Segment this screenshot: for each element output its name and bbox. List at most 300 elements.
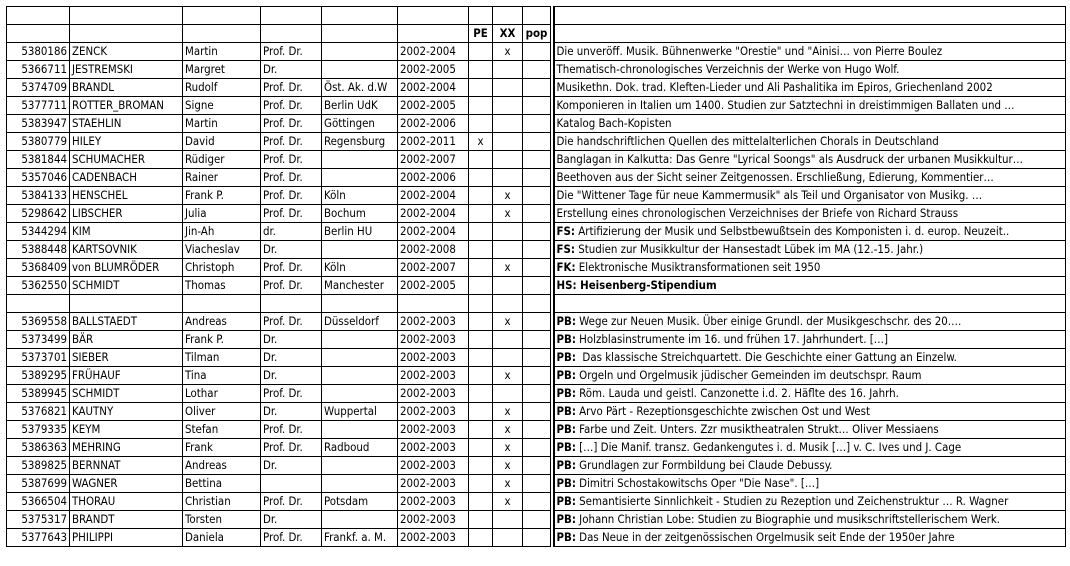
cell-xx[interactable] [493,223,523,241]
cell-id[interactable] [7,7,70,25]
cell-id[interactable]: 5380186 [7,43,70,61]
cell-surname[interactable]: LIBSCHER [70,205,183,223]
cell-description[interactable] [554,367,1066,385]
cell-xx[interactable] [493,61,523,79]
cell-surname[interactable]: HILEY [70,133,183,151]
cell-period[interactable]: 2002-2004 [398,223,469,241]
cell-title[interactable]: Prof. Dr. [261,115,322,133]
cell-title[interactable]: Prof. Dr. [261,97,322,115]
cell-pop[interactable] [523,493,551,511]
cell-description[interactable] [554,295,1066,313]
cell-pop[interactable] [523,187,551,205]
cell-xx[interactable]: x [493,439,523,457]
cell-firstname[interactable]: Martin [183,115,261,133]
cell-pop[interactable] [523,421,551,439]
cell-pop[interactable] [523,295,551,313]
cell-firstname[interactable] [183,295,261,313]
cell-id[interactable]: 5375317 [7,511,70,529]
cell-id[interactable]: 5377643 [7,529,70,547]
cell-title[interactable]: Prof. Dr. [261,187,322,205]
cell-xx[interactable]: x [493,187,523,205]
cell-id[interactable]: 5384133 [7,187,70,205]
cell-xx[interactable]: x [493,259,523,277]
cell-description[interactable] [554,43,1066,61]
cell-firstname[interactable]: Torsten [183,511,261,529]
cell-pe[interactable] [469,421,493,439]
cell-institution[interactable]: Radboud [322,439,398,457]
cell-period[interactable]: 2002-2003 [398,475,469,493]
cell-pe[interactable] [469,97,493,115]
cell-pop[interactable] [523,7,551,25]
cell-xx[interactable]: x [493,313,523,331]
cell-title[interactable]: Dr. [261,61,322,79]
cell-period[interactable]: 2002-2003 [398,403,469,421]
cell-institution[interactable]: Köln [322,259,398,277]
cell-title[interactable]: Dr. [261,457,322,475]
cell-period[interactable]: 2002-2005 [398,97,469,115]
cell-firstname[interactable]: Jin-Ah [183,223,261,241]
cell-pop[interactable] [523,133,551,151]
cell-pe[interactable] [469,79,493,97]
cell-firstname[interactable]: Andreas [183,313,261,331]
cell-institution[interactable] [322,385,398,403]
cell-pe[interactable] [469,7,493,25]
cell-description[interactable] [554,277,1066,295]
cell-title[interactable] [261,25,322,43]
cell-firstname[interactable]: Lothar [183,385,261,403]
cell-description[interactable] [554,493,1066,511]
cell-description[interactable] [554,133,1066,151]
cell-description[interactable] [554,205,1066,223]
cell-xx[interactable] [493,277,523,295]
cell-institution[interactable]: Öst. Ak. d.W [322,79,398,97]
cell-pe[interactable] [469,277,493,295]
column-header-pe[interactable]: PE [469,25,493,43]
cell-description[interactable] [554,349,1066,367]
cell-pop[interactable] [523,349,551,367]
cell-period[interactable]: 2002-2003 [398,457,469,475]
cell-pe[interactable] [469,457,493,475]
cell-title[interactable]: Prof. Dr. [261,43,322,61]
cell-pop[interactable] [523,205,551,223]
cell-description[interactable] [554,385,1066,403]
cell-id[interactable]: 5369558 [7,313,70,331]
cell-pe[interactable] [469,439,493,457]
cell-surname[interactable]: ROTTER_BROMAN [70,97,183,115]
cell-title[interactable]: Prof. Dr. [261,133,322,151]
cell-title[interactable]: Prof. Dr. [261,529,322,547]
cell-firstname[interactable]: Tina [183,367,261,385]
cell-pop[interactable] [523,511,551,529]
cell-title[interactable]: Dr. [261,403,322,421]
cell-institution[interactable] [322,241,398,259]
cell-pe[interactable] [469,313,493,331]
cell-xx[interactable] [493,97,523,115]
cell-pe[interactable] [469,43,493,61]
cell-institution[interactable] [322,169,398,187]
cell-title[interactable]: Dr. [261,241,322,259]
cell-surname[interactable]: BRANDT [70,511,183,529]
cell-id[interactable]: 5383947 [7,115,70,133]
cell-surname[interactable]: CADENBACH [70,169,183,187]
cell-id[interactable]: 5389945 [7,385,70,403]
cell-pop[interactable] [523,367,551,385]
cell-firstname[interactable]: Thomas [183,277,261,295]
cell-institution[interactable]: Manchester [322,277,398,295]
cell-xx[interactable]: x [493,205,523,223]
cell-xx[interactable] [493,151,523,169]
cell-pop[interactable] [523,223,551,241]
cell-description[interactable] [554,187,1066,205]
cell-pop[interactable] [523,43,551,61]
cell-firstname[interactable]: Frank [183,439,261,457]
cell-firstname[interactable]: Signe [183,97,261,115]
cell-pe[interactable] [469,61,493,79]
cell-institution[interactable]: Düsseldorf [322,313,398,331]
cell-description[interactable] [554,61,1066,79]
cell-surname[interactable]: HENSCHEL [70,187,183,205]
cell-id[interactable]: 5379335 [7,421,70,439]
cell-pe[interactable] [469,331,493,349]
cell-firstname[interactable]: Tilman [183,349,261,367]
cell-firstname[interactable] [183,7,261,25]
cell-pop[interactable] [523,97,551,115]
cell-description[interactable] [554,475,1066,493]
cell-xx[interactable] [493,529,523,547]
cell-surname[interactable] [70,25,183,43]
cell-period[interactable]: 2002-2003 [398,367,469,385]
cell-firstname[interactable]: Daniela [183,529,261,547]
cell-xx[interactable]: x [493,475,523,493]
cell-title[interactable]: Prof. Dr. [261,313,322,331]
cell-id[interactable]: 5388448 [7,241,70,259]
cell-title[interactable]: dr. [261,223,322,241]
cell-institution[interactable] [322,331,398,349]
cell-pe[interactable] [469,403,493,421]
cell-xx[interactable] [493,133,523,151]
cell-xx[interactable] [493,7,523,25]
cell-xx[interactable]: x [493,403,523,421]
cell-pop[interactable] [523,151,551,169]
cell-surname[interactable]: SCHMIDT [70,277,183,295]
cell-xx[interactable] [493,241,523,259]
cell-pe[interactable] [469,151,493,169]
cell-description[interactable] [554,241,1066,259]
cell-id[interactable]: 5376821 [7,403,70,421]
cell-surname[interactable]: ZENCK [70,43,183,61]
cell-xx[interactable]: x [493,367,523,385]
cell-pop[interactable] [523,529,551,547]
cell-pe[interactable] [469,169,493,187]
cell-pe[interactable] [469,367,493,385]
cell-institution[interactable] [322,61,398,79]
cell-firstname[interactable]: Viacheslav [183,241,261,259]
cell-period[interactable] [398,7,469,25]
cell-xx[interactable] [493,349,523,367]
cell-institution[interactable] [322,25,398,43]
cell-id[interactable]: 5377711 [7,97,70,115]
cell-pe[interactable] [469,475,493,493]
cell-xx[interactable] [493,331,523,349]
cell-id[interactable]: 5381844 [7,151,70,169]
cell-xx[interactable] [493,79,523,97]
cell-surname[interactable]: BERNNAT [70,457,183,475]
cell-institution[interactable] [322,7,398,25]
cell-pe[interactable] [469,223,493,241]
cell-surname[interactable]: SIEBER [70,349,183,367]
cell-description[interactable] [554,223,1066,241]
cell-pop[interactable] [523,259,551,277]
column-header-xx[interactable]: XX [493,25,523,43]
cell-xx[interactable] [493,511,523,529]
cell-pe[interactable] [469,529,493,547]
cell-id[interactable]: 5387699 [7,475,70,493]
cell-pe[interactable] [469,259,493,277]
cell-description[interactable] [554,331,1066,349]
cell-surname[interactable] [70,7,183,25]
cell-period[interactable]: 2002-2004 [398,187,469,205]
cell-pe[interactable] [469,493,493,511]
cell-surname[interactable]: THORAU [70,493,183,511]
cell-institution[interactable]: Köln [322,187,398,205]
cell-pop[interactable] [523,115,551,133]
cell-surname[interactable]: KARTSOVNIK [70,241,183,259]
cell-description[interactable] [554,151,1066,169]
cell-pop[interactable] [523,79,551,97]
cell-id[interactable]: 5389825 [7,457,70,475]
cell-description[interactable] [554,529,1066,547]
cell-institution[interactable] [322,349,398,367]
cell-period[interactable]: 2002-2006 [398,169,469,187]
cell-description[interactable] [554,421,1066,439]
cell-institution[interactable] [322,151,398,169]
cell-period[interactable]: 2002-2003 [398,331,469,349]
cell-id[interactable]: 5298642 [7,205,70,223]
cell-surname[interactable]: STAEHLIN [70,115,183,133]
cell-title[interactable]: Prof. Dr. [261,493,322,511]
cell-period[interactable]: 2002-2003 [398,511,469,529]
cell-surname[interactable] [70,295,183,313]
cell-surname[interactable]: BÄR [70,331,183,349]
cell-xx[interactable] [493,385,523,403]
cell-description[interactable] [554,439,1066,457]
cell-surname[interactable]: SCHUMACHER [70,151,183,169]
cell-pe[interactable] [469,295,493,313]
cell-period[interactable] [398,25,469,43]
cell-pop[interactable] [523,475,551,493]
cell-id[interactable]: 5373499 [7,331,70,349]
cell-period[interactable]: 2002-2006 [398,115,469,133]
cell-surname[interactable]: FRÜHAUF [70,367,183,385]
cell-pe[interactable] [469,241,493,259]
cell-firstname[interactable]: Julia [183,205,261,223]
cell-title[interactable]: Prof. Dr. [261,169,322,187]
cell-firstname[interactable]: Martin [183,43,261,61]
cell-title[interactable]: Prof. Dr. [261,151,322,169]
cell-firstname[interactable]: Christian [183,493,261,511]
cell-surname[interactable]: WAGNER [70,475,183,493]
cell-pop[interactable] [523,61,551,79]
cell-institution[interactable]: Potsdam [322,493,398,511]
cell-firstname[interactable]: Rüdiger [183,151,261,169]
cell-institution[interactable] [322,295,398,313]
cell-period[interactable]: 2002-2004 [398,205,469,223]
cell-surname[interactable]: PHILIPPI [70,529,183,547]
cell-institution[interactable] [322,421,398,439]
cell-description[interactable] [554,511,1066,529]
cell-surname[interactable]: von BLUMRÖDER [70,259,183,277]
cell-surname[interactable]: KAUTNY [70,403,183,421]
cell-period[interactable]: 2002-2005 [398,277,469,295]
cell-id[interactable]: 5386363 [7,439,70,457]
cell-firstname[interactable]: Bettina [183,475,261,493]
cell-title[interactable]: Dr. [261,349,322,367]
cell-period[interactable]: 2002-2011 [398,133,469,151]
cell-period[interactable] [398,295,469,313]
cell-institution[interactable]: Berlin UdK [322,97,398,115]
cell-institution[interactable] [322,511,398,529]
cell-period[interactable]: 2002-2003 [398,349,469,367]
cell-title[interactable]: Dr. [261,367,322,385]
cell-institution[interactable] [322,367,398,385]
cell-surname[interactable]: SCHMIDT [70,385,183,403]
cell-surname[interactable]: KIM [70,223,183,241]
cell-firstname[interactable]: Frank P. [183,331,261,349]
cell-institution[interactable] [322,475,398,493]
cell-id[interactable]: 5380779 [7,133,70,151]
cell-description[interactable] [554,259,1066,277]
cell-firstname[interactable]: Rainer [183,169,261,187]
cell-surname[interactable]: JESTREMSKI [70,61,183,79]
cell-pe[interactable] [469,349,493,367]
cell-title[interactable]: Prof. Dr. [261,421,322,439]
cell-description[interactable] [554,25,1066,43]
cell-id[interactable]: 5366711 [7,61,70,79]
cell-pop[interactable] [523,403,551,421]
cell-firstname[interactable]: Oliver [183,403,261,421]
cell-firstname[interactable]: Stefan [183,421,261,439]
cell-title[interactable]: Prof. Dr. [261,205,322,223]
cell-period[interactable]: 2002-2004 [398,43,469,61]
cell-id[interactable]: 5344294 [7,223,70,241]
cell-xx[interactable] [493,115,523,133]
cell-pop[interactable] [523,331,551,349]
cell-pe[interactable] [469,511,493,529]
cell-institution[interactable]: Wuppertal [322,403,398,421]
cell-description[interactable] [554,79,1066,97]
cell-pe[interactable] [469,205,493,223]
cell-period[interactable]: 2002-2008 [398,241,469,259]
cell-pop[interactable] [523,241,551,259]
cell-firstname[interactable]: Andreas [183,457,261,475]
cell-period[interactable]: 2002-2003 [398,439,469,457]
cell-firstname[interactable]: Frank P. [183,187,261,205]
cell-description[interactable] [554,403,1066,421]
cell-period[interactable]: 2002-2007 [398,259,469,277]
cell-description[interactable] [554,169,1066,187]
cell-title[interactable]: Prof. Dr. [261,439,322,457]
cell-description[interactable] [554,313,1066,331]
cell-description[interactable] [554,115,1066,133]
cell-id[interactable]: 5357046 [7,169,70,187]
cell-institution[interactable]: Bochum [322,205,398,223]
cell-id[interactable]: 5362550 [7,277,70,295]
cell-id[interactable]: 5368409 [7,259,70,277]
cell-xx[interactable]: x [493,43,523,61]
cell-id[interactable]: 5374709 [7,79,70,97]
cell-description[interactable] [554,7,1066,25]
cell-surname[interactable]: BALLSTAEDT [70,313,183,331]
cell-title[interactable]: Dr. [261,331,322,349]
cell-description[interactable] [554,457,1066,475]
cell-title[interactable] [261,295,322,313]
cell-title[interactable] [261,7,322,25]
cell-title[interactable] [261,475,322,493]
cell-firstname[interactable]: Margret [183,61,261,79]
cell-id[interactable] [7,25,70,43]
cell-period[interactable]: 2002-2003 [398,385,469,403]
cell-surname[interactable]: MEHRING [70,439,183,457]
cell-period[interactable]: 2002-2004 [398,79,469,97]
cell-pe[interactable] [469,385,493,403]
cell-pe[interactable]: x [469,133,493,151]
cell-pe[interactable] [469,115,493,133]
cell-period[interactable]: 2002-2003 [398,529,469,547]
cell-firstname[interactable] [183,25,261,43]
cell-description[interactable] [554,97,1066,115]
column-header-pop[interactable]: pop [523,25,551,43]
cell-institution[interactable]: Göttingen [322,115,398,133]
cell-xx[interactable] [493,295,523,313]
cell-pop[interactable] [523,457,551,475]
cell-firstname[interactable]: David [183,133,261,151]
cell-id[interactable]: 5373701 [7,349,70,367]
cell-period[interactable]: 2002-2007 [398,151,469,169]
cell-period[interactable]: 2002-2005 [398,61,469,79]
cell-pop[interactable] [523,385,551,403]
cell-xx[interactable]: x [493,421,523,439]
cell-institution[interactable]: Regensburg [322,133,398,151]
cell-xx[interactable]: x [493,457,523,475]
cell-title[interactable]: Prof. Dr. [261,277,322,295]
cell-period[interactable]: 2002-2003 [398,493,469,511]
cell-pop[interactable] [523,439,551,457]
cell-xx[interactable] [493,169,523,187]
cell-institution[interactable] [322,457,398,475]
cell-title[interactable]: Prof. Dr. [261,79,322,97]
cell-title[interactable]: Dr. [261,511,322,529]
cell-period[interactable]: 2002-2003 [398,421,469,439]
cell-institution[interactable] [322,43,398,61]
cell-id[interactable] [7,295,70,313]
cell-pop[interactable] [523,169,551,187]
cell-pop[interactable] [523,313,551,331]
cell-institution[interactable]: Frankf. a. M. [322,529,398,547]
cell-pe[interactable] [469,187,493,205]
cell-period[interactable]: 2002-2003 [398,313,469,331]
cell-xx[interactable]: x [493,493,523,511]
cell-title[interactable]: Prof. Dr. [261,385,322,403]
cell-id[interactable]: 5389295 [7,367,70,385]
cell-institution[interactable]: Berlin HU [322,223,398,241]
cell-id[interactable]: 5366504 [7,493,70,511]
cell-pop[interactable] [523,277,551,295]
cell-firstname[interactable]: Christoph [183,259,261,277]
cell-title[interactable]: Prof. Dr. [261,259,322,277]
cell-surname[interactable]: BRANDL [70,79,183,97]
cell-firstname[interactable]: Rudolf [183,79,261,97]
cell-surname[interactable]: KEYM [70,421,183,439]
